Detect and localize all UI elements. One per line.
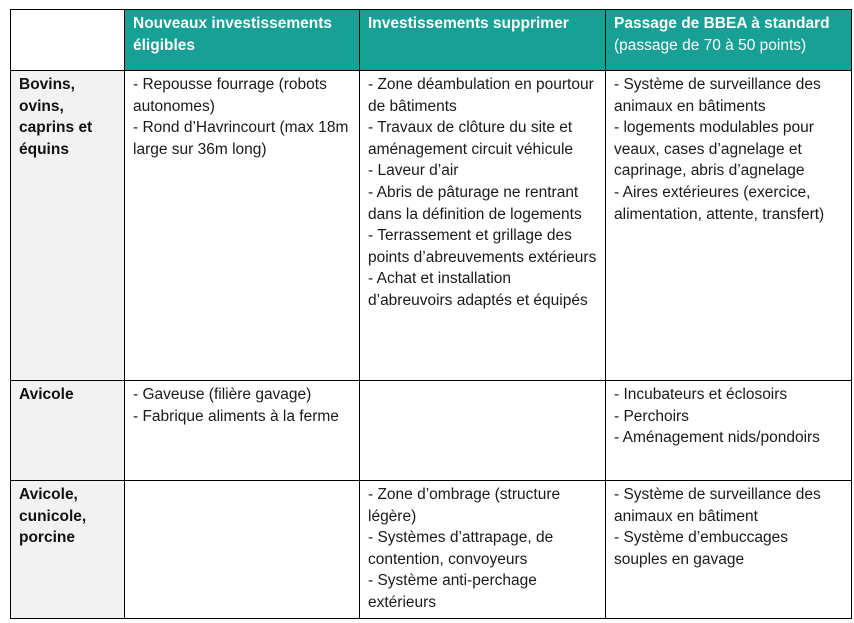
header-new-investments: Nouveaux investissements éligibles <box>125 10 360 71</box>
list-item: - Système anti-perchage extérieurs <box>368 572 537 611</box>
header-bbea-title: Passage de BBEA à standard <box>614 15 830 32</box>
list-item: - Zone déambulation en pourtour de bâtiments <box>368 76 594 115</box>
item-list <box>614 484 843 570</box>
list-item: - Perchoirs <box>614 407 689 425</box>
list-item: - Systèmes d’attrapage, de contention, convoyeurs <box>368 529 554 568</box>
list-item: - Aires extérieures (exercice, alimentation, attente, transfert) <box>614 183 825 223</box>
list-item: - Système de surveillance des animaux en bâtiment <box>614 486 821 525</box>
list-item: - Achat et installation d’abreuvoirs adaptés et équipés <box>368 270 588 309</box>
list-item: - Travaux de clôture du site et aménagement circuit véhicule <box>368 119 574 158</box>
header-bbea-to-standard <box>606 10 852 71</box>
item-list <box>368 74 597 312</box>
header-removed-investments: Investissements supprimer <box>360 10 606 71</box>
row-label: Avicole <box>11 381 125 481</box>
item-list <box>133 384 351 427</box>
cell-bbea-to-standard <box>606 481 852 619</box>
cell-bbea-to-standard <box>606 381 852 481</box>
row-label: Bovins, ovins, caprins et équins <box>11 71 125 381</box>
list-item: - Système d’embuccages souples en gavage <box>614 529 789 568</box>
list-item: - Incubateurs et éclosoirs <box>614 386 788 403</box>
list-item: - Terrassement et grillage des points d’abreuvements extérieurs <box>368 227 597 266</box>
item-list <box>614 74 843 225</box>
cell-removed-investments <box>360 381 606 481</box>
list-item: - logements modulables pour veaux, cases d’agnelage et caprinage, abris d’agnelage <box>614 119 814 180</box>
list-item: - Gaveuse (filière gavage) <box>133 386 312 403</box>
cell-new-investments <box>125 381 360 481</box>
table-row <box>11 481 852 619</box>
item-list <box>614 384 843 449</box>
item-list <box>368 484 597 614</box>
investment-table-container <box>10 9 852 619</box>
header-corner-cell <box>11 10 125 71</box>
list-item: - Abris de pâturage ne rentrant dans la définition de logements <box>368 183 582 223</box>
list-item: - Rond d’Havrincourt (max 18m large sur 36m long) <box>133 119 349 158</box>
cell-bbea-to-standard <box>606 71 852 381</box>
cell-new-investments <box>125 481 360 619</box>
list-item: - Aménagement nids/pondoirs <box>614 429 820 447</box>
cell-new-investments <box>125 71 360 381</box>
item-list <box>133 74 351 160</box>
investment-table <box>10 9 852 619</box>
row-label: Avicole, cunicole, porcine <box>11 481 125 619</box>
header-row <box>11 10 852 71</box>
cell-removed-investments <box>360 71 606 381</box>
list-item: - Fabrique aliments à la ferme <box>133 407 339 425</box>
list-item: - Zone d’ombrage (structure légère) <box>368 486 561 525</box>
table-row <box>11 381 852 481</box>
table-row <box>11 71 852 381</box>
list-item: - Système de surveillance des animaux en bâtiments <box>614 76 821 115</box>
list-item: - Laveur d’air <box>368 162 459 180</box>
list-item: - Repousse fourrage (robots autonomes) <box>133 76 327 115</box>
header-bbea-subtitle: (passage de 70 à 50 points) <box>614 36 807 54</box>
cell-removed-investments <box>360 481 606 619</box>
